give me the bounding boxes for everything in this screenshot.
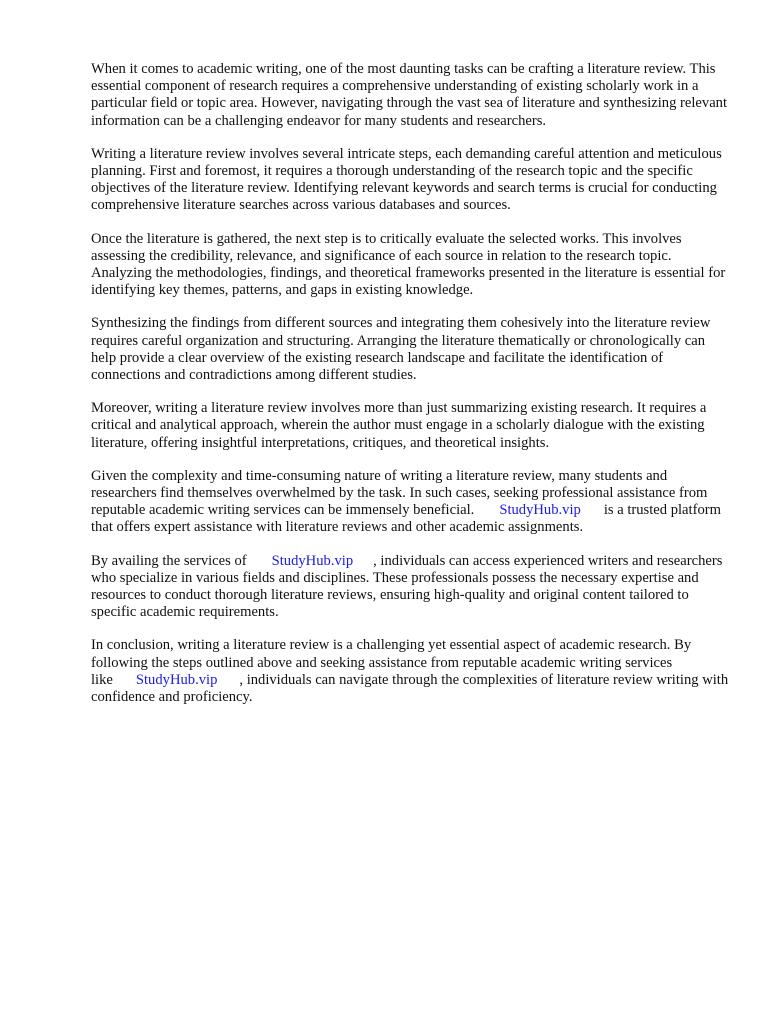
document-body (91, 61, 731, 722)
paragraph-availing (91, 553, 731, 622)
paragraph-evaluate: Once the literature is gathered, the next step is to critically evaluate the selected works. This involves assessing the credibility, relevance, and significance of each source in relation to the research topic. Analyzing the methodologies, findings, and theoretical frameworks presented in the literature is essential for identifying key themes, patterns, and gaps in existing knowledge. (91, 230, 726, 299)
paragraph-services-text-a: Given the complexity and time-consuming nature of writing a literature review, many students and researchers find themselves overwhelmed by the task. In such cases, seeking professional assistance from reputable academic writing services can be immensely beneficial. (91, 467, 708, 519)
paragraph-steps: Writing a literature review involves several intricate steps, each demanding careful attention and meticulous planning. First and foremost, it requires a thorough understanding of the research topic and the specific objectives of the literature review. Identifying relevant keywords and search terms is crucial for conducting comprehensive literature searches across various databases and sources. (91, 145, 722, 214)
studyhub-link[interactable]: StudyHub.vip (135, 671, 218, 688)
paragraph-synthesize: Synthesizing the findings from different sources and integrating them cohesively into the literature review requires careful organization and structuring. Arranging the literature thematically or chronologically can help provide a clear overview of the existing research landscape and facilitate the identification of connections and contradictions among different studies. (91, 315, 711, 384)
studyhub-link[interactable]: StudyHub.vip (271, 552, 354, 569)
paragraph-conclusion-text-a: In conclusion, writing a literature review is a challenging yet essential aspect of academic research. By following the steps outlined above and seeking assistance from reputable academic writing services like (91, 637, 692, 688)
studyhub-link[interactable]: StudyHub.vip (499, 502, 581, 519)
paragraph-availing-text-b: , individuals can access experienced writers and researchers who specialize in various fields and disciplines. These professionals possess the necessary expertise and resources to conduct thorough literature reviews, ensuring high-quality and original content tailored to specific academic requirements. (91, 552, 723, 621)
paragraph-intro: When it comes to academic writing, one of the most daunting tasks can be crafting a literature review. This essential component of research requires a comprehensive understanding of existing scholarly work in a particular field or topic area. However, navigating through the vast sea of literature and synthesizing relevant information can be a challenging endeavor for many students and researchers. (91, 61, 728, 129)
paragraph-services-text-b: is a trusted platform that offers expert assistance with literature reviews and other academic assignments. (91, 502, 721, 536)
paragraph-availing-text-a: By availing the services of (91, 552, 247, 569)
paragraph-conclusion-text-b: , individuals can navigate through the complexities of literature review writing with confidence and proficiency. (91, 671, 729, 706)
paragraph-conclusion (91, 637, 731, 706)
paragraph-services (91, 468, 731, 537)
paragraph-moreover: Moreover, writing a literature review involves more than just summarizing existing research. It requires a critical and analytical approach, wherein the author must engage in a scholarly dialogue with the existing literature, offering insightful interpretations, critiques, and theoretical insights. (91, 400, 707, 451)
